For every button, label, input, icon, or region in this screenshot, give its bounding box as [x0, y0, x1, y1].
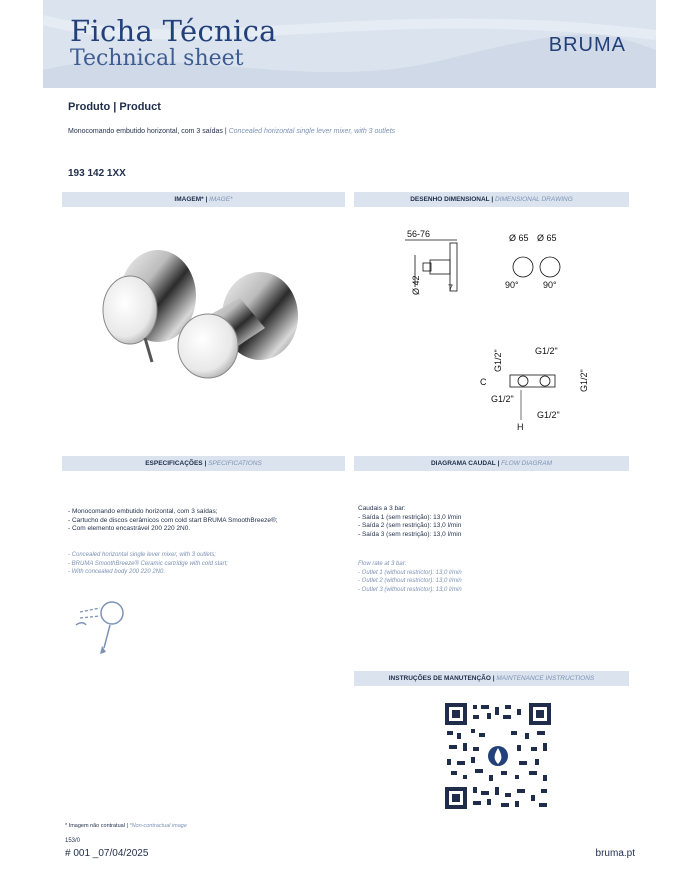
- product-heading: [68, 101, 161, 113]
- product-desc-pt: Monocomando embutido horizontal, com 3 saídas: [68, 128, 223, 135]
- specs-list-pt: [68, 508, 278, 534]
- dim-angle2-label: 90°: [543, 280, 557, 290]
- qr-code[interactable]: [445, 703, 551, 809]
- product-label-en: Product: [119, 101, 161, 113]
- dim-g-topleft-label: G1/2": [493, 349, 503, 372]
- spec-item: - BRUMA SmoothBreeze® Ceramic cartridge with cold start;: [68, 560, 228, 567]
- section-bar-flow: DIAGRAMA CAUDAL | FLOW DIAGRAM: [354, 456, 629, 471]
- spec-item: - Concealed horizontal single lever mixer, with 3 outlets;: [68, 552, 217, 558]
- dimensional-drawing-side: [395, 225, 595, 305]
- footer-revision: 153/0: [65, 838, 81, 844]
- flow-heading: Caudais a 3 bar:: [358, 505, 406, 512]
- product-image: [90, 258, 310, 383]
- product-separator: |: [113, 101, 117, 113]
- dim-depth-label: 7: [448, 283, 454, 293]
- page-subtitle: Technical sheet: [70, 46, 244, 71]
- dim-c-label: C: [480, 377, 487, 387]
- flow-item: - Saída 3 (sem restrição): 13,0 l/min: [358, 530, 462, 538]
- footer-note: * Imagem não contratual | *Non-contractual image: [65, 823, 187, 829]
- flow-heading: Flow rate at 3 bar:: [358, 561, 407, 567]
- dim-width-label: 56-76: [407, 229, 431, 239]
- brand-logo: BRUMA: [548, 34, 626, 56]
- spec-item: - With concealed body 200 220 2N0.: [68, 569, 166, 575]
- footer-number-date: # 001 _07/04/2025: [65, 848, 149, 859]
- flow-item: - Outlet 1 (without restrictor): 13,0 l/min: [358, 569, 462, 576]
- dim-d1-label: Ø 65: [509, 233, 529, 243]
- flow-item: - Saída 1 (sem restrição): 13,0 l/min: [358, 513, 462, 521]
- footer-url-link[interactable]: bruma.pt: [595, 848, 635, 859]
- section-bar-drawing: DESENHO DIMENSIONAL | DIMENSIONAL DRAWING: [354, 192, 629, 207]
- dimensional-drawing-connections: [475, 340, 595, 435]
- spec-item: - Cartucho de discos cerâmicos com cold start BRUMA SmoothBreeze®;: [68, 516, 278, 524]
- product-label-pt: Produto: [68, 101, 111, 113]
- dim-angle1-label: 90°: [505, 280, 519, 290]
- section-bar-image: IMAGEM* | IMAGE*: [62, 192, 345, 207]
- flow-list-en: [358, 560, 462, 594]
- flow-item: - Saída 2 (sem restrição): 13,0 l/min: [358, 522, 462, 529]
- product-description: Monocomando embutido horizontal, com 3 saídas | Concealed horizontal single lever mixer, with 3 outlets: [68, 128, 396, 135]
- dim-g-bottomleft-label: G1/2": [491, 394, 514, 404]
- installation-icon: [70, 598, 130, 658]
- dim-h-label: H: [517, 422, 524, 432]
- section-bar-maintenance: INSTRUÇÕES DE MANUTENÇÃO | MAINTENANCE INSTRUCTIONS: [354, 671, 629, 686]
- header-banner: [43, 0, 656, 88]
- spec-item: - Com elemento encastrável 200 220 2N0.: [68, 525, 191, 532]
- flow-item: - Outlet 3 (without restrictor): 13,0 l/min: [358, 586, 462, 593]
- product-desc-en: Concealed horizontal single lever mixer, with 3 outlets: [228, 128, 396, 135]
- product-code: 193 142 1XX: [68, 168, 126, 179]
- specs-list-en: [68, 551, 228, 577]
- dim-d2-label: Ø 65: [537, 233, 557, 243]
- dim-g-bottom-label: G1/2": [537, 410, 560, 420]
- dim-diameter-label: Ø 42: [411, 275, 421, 295]
- section-bar-specs: ESPECIFICAÇÕES | SPECIFICATIONS: [62, 456, 345, 471]
- page-title: Ficha Técnica: [70, 14, 277, 48]
- flow-list-pt: [358, 505, 461, 539]
- flow-item: - Outlet 2 (without restrictor): 13,0 l/min: [358, 578, 462, 584]
- dim-g-top-label: G1/2": [535, 346, 558, 356]
- spec-item: - Monocomando embutido horizontal, com 3 saídas;: [68, 508, 218, 515]
- dim-g-right-label: G1/2": [579, 369, 589, 392]
